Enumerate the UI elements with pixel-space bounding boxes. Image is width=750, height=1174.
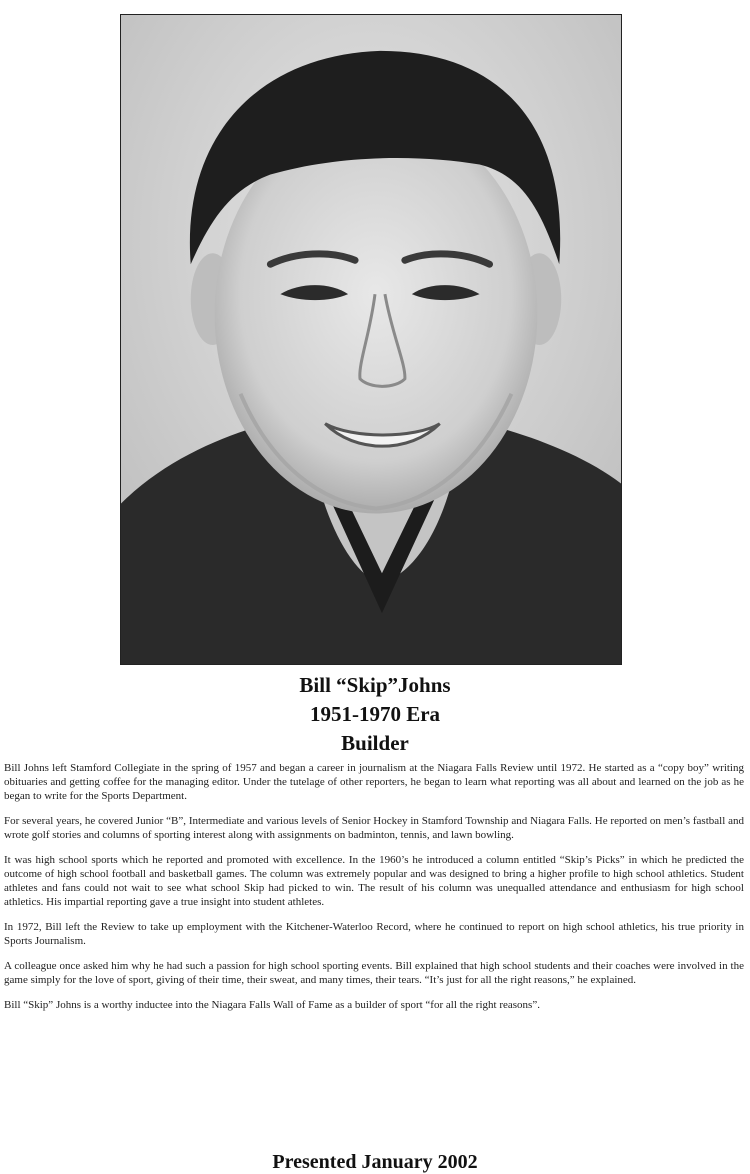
inductee-era: 1951-1970 Era (309, 702, 441, 726)
bio-paragraph: For several years, he covered Junior “B”, Intermediate and various levels of Senior Hockey in Stamford Township and Niagara Falls. He reported on men’s fastball and wrote golf stories and columns of sporting interest along with assignments on badminton, tennis, and lawn bowling. (4, 815, 744, 841)
bio-paragraph: It was high school sports which he reported and promoted with excellence. In the 1960’s he introduced a column entitled “Skip’s Picks” in which he predicted the outcome of high school football and basketball games. The column was extremely popular and was designed to bring a higher profile to high school athletics. Student athletes and fans could not wait to see what school Skip had picked to win. The result of his column was unequalled attendance and enthusiasm for high school athletics. His impartial reporting gave a true insight into student athletes. (4, 854, 744, 908)
inductee-name: Bill “Skip”Johns (299, 673, 451, 697)
bio-paragraph: A colleague once asked him why he had such a passion for high school sporting events. Bill explained that high school students and their coaches were involved in the game simply for the love of sport, giving of their time, their sweat, and many times, their tears. “It’s just for all the right reasons,” he explained. (4, 960, 744, 986)
bio-paragraph: In 1972, Bill left the Review to take up employment with the Kitchener-Waterloo Record, where he continued to report on high school athletics, his true priority in Sports Journalism. (4, 921, 744, 947)
bio-paragraph: Bill Johns left Stamford Collegiate in the spring of 1957 and began a career in journalism at the Niagara Falls Review until 1972. He started as a “copy boy” writing obituaries and getting coffee for the managing editor. Under the tutelage of other reporters, he began to learn what reporting was all about and learned on the job as he began to write for the Sports Department. (4, 762, 744, 802)
presented-date: Presented January 2002 (272, 1151, 478, 1173)
portrait-photo (120, 14, 622, 665)
inductee-category: Builder (341, 731, 409, 755)
portrait-illustration (121, 15, 621, 664)
biography (4, 761, 744, 1023)
bio-paragraph: Bill “Skip” Johns is a worthy inductee into the Niagara Falls Wall of Fame as a builder of sport “for all the right reasons”. (4, 999, 540, 1011)
